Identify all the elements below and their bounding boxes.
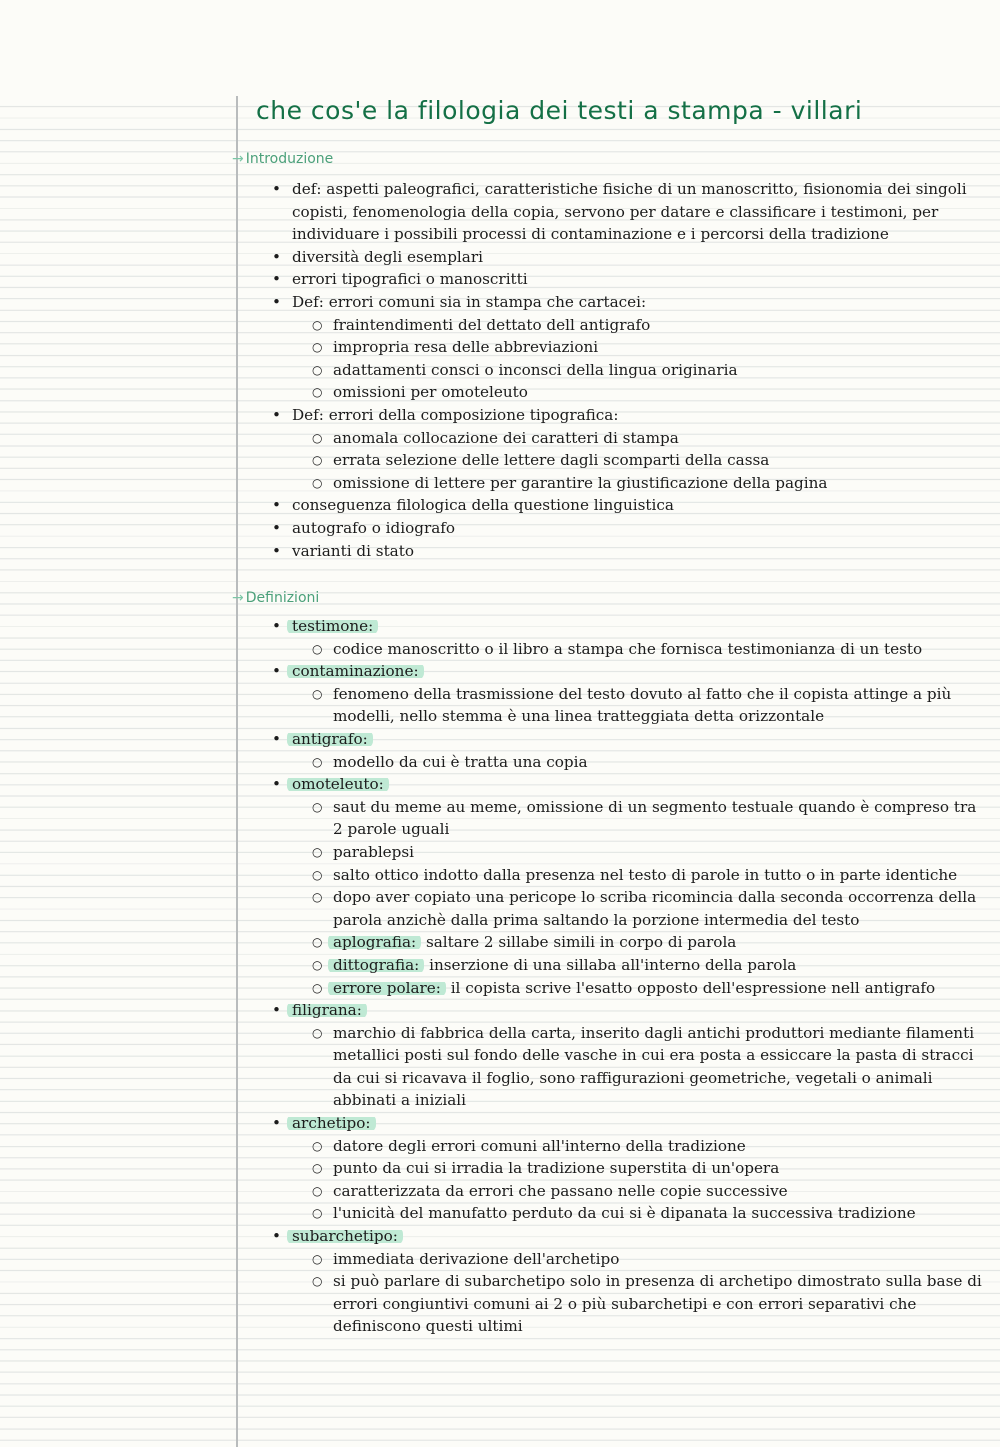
list-item bbox=[292, 540, 982, 563]
item-text: modello da cui è tratta una copia bbox=[333, 752, 588, 771]
highlighted-term: omoteleuto: bbox=[287, 775, 389, 793]
item-text: Def: errori comuni sia in stampa che cartacei: bbox=[292, 292, 647, 311]
item-text: saltare 2 sillabe simili in corpo di parola bbox=[425, 933, 737, 952]
arrow-right-icon: → bbox=[232, 151, 244, 167]
highlighted-term: filigrana: bbox=[287, 1001, 367, 1019]
list-item bbox=[292, 517, 982, 540]
item-text: Def: errori della composizione tipografica: bbox=[292, 405, 619, 424]
list-item bbox=[292, 268, 982, 291]
sub-list-item bbox=[333, 977, 982, 1000]
item-text: parablepsi bbox=[333, 842, 415, 861]
highlighted-term: subarchetipo: bbox=[287, 1227, 403, 1245]
item-text: adattamenti consci o inconsci della lingua originaria bbox=[333, 360, 738, 379]
sub-list-item bbox=[333, 864, 982, 887]
item-text: si può parlare di subarchetipo solo in presenza di archetipo dimostrato sulla base di errori congiuntivi comuni ai 2 o più subarchetipi e con errori separativi che definiscono questi ultimi bbox=[333, 1272, 982, 1336]
item-text: diversità degli esemplari bbox=[292, 247, 483, 266]
list-item bbox=[292, 1225, 982, 1338]
item-text: dopo aver copiato una pericope lo scriba ricomincia dalla seconda occorrenza della parola anzichè dalla prima saltando la porzione intermedia del testo bbox=[333, 888, 977, 929]
sub-list bbox=[292, 1248, 982, 1338]
sub-list-item bbox=[333, 1202, 982, 1225]
sub-list-item bbox=[333, 1022, 982, 1112]
item-text: fenomeno della trasmissione del testo dovuto al fatto che il copista attinge a più modelli, nello stemma è una linea tratteggiata detta orizzontale bbox=[333, 684, 952, 726]
item-text: l'unicità del manufatto perduto da cui si è dipanata la successiva tradizione bbox=[333, 1204, 916, 1223]
introduzione-list bbox=[292, 178, 982, 562]
item-text: caratterizzata da errori che passano nelle copie successive bbox=[333, 1181, 788, 1200]
highlighted-term: archetipo: bbox=[287, 1114, 376, 1132]
sub-list-item bbox=[333, 638, 982, 661]
sub-list-item bbox=[333, 359, 982, 382]
list-item bbox=[292, 246, 982, 269]
item-text: marchio di fabbrica della carta, inserito dagli antichi produttori mediante filamenti metallici posti sul fondo delle vasche in cui era posta a essiccare la pasta di stracci da cui si ricavava il foglio, sono raffigurazioni geometriche, vegetali o animali abbinati a iniziali bbox=[333, 1023, 975, 1110]
item-text: inserzione di una sillaba all'interno della parola bbox=[429, 955, 797, 974]
list-item bbox=[292, 773, 982, 999]
item-text: il copista scrive l'esatto opposto dell'espressione nell antigrafo bbox=[450, 978, 936, 997]
sub-list-item bbox=[333, 427, 982, 450]
sub-list-item bbox=[333, 381, 982, 404]
page-title: che cos'e la filologia dei testi a stampa - villari bbox=[256, 96, 863, 125]
list-item bbox=[292, 494, 982, 517]
list-item bbox=[292, 291, 982, 404]
list-item bbox=[292, 660, 982, 728]
item-text: def: aspetti paleografici, caratteristiche fisiche di un manoscritto, fisionomia dei singoli copisti, fenomenologia della copia, servono per datare e classificare i testimoni, per individuare i possibili processi di contaminazione e i percorsi della tradizione bbox=[292, 180, 967, 244]
sub-list bbox=[292, 314, 982, 404]
sub-list bbox=[292, 751, 982, 774]
sub-list-item bbox=[333, 336, 982, 359]
sub-list-item bbox=[333, 1180, 982, 1203]
sub-list bbox=[292, 427, 982, 495]
item-text: varianti di stato bbox=[292, 541, 414, 560]
item-text: codice manoscritto o il libro a stampa che fornisca testimonianza di un testo bbox=[333, 639, 923, 658]
sub-list bbox=[292, 683, 982, 728]
item-text: autografo o idiografo bbox=[292, 518, 456, 537]
arrow-right-icon: → bbox=[232, 590, 244, 606]
sub-list bbox=[292, 796, 982, 999]
sub-list-item bbox=[333, 796, 982, 841]
list-item bbox=[292, 1112, 982, 1225]
item-text: immediata derivazione dell'archetipo bbox=[333, 1249, 620, 1268]
item-text: omissioni per omoteleuto bbox=[333, 383, 528, 402]
item-text: omissione di lettere per garantire la giustificazione della pagina bbox=[333, 473, 828, 492]
item-text: anomala collocazione dei caratteri di stampa bbox=[333, 428, 679, 447]
list-item bbox=[292, 178, 982, 246]
sub-list-item bbox=[333, 931, 982, 954]
sub-list-item bbox=[333, 314, 982, 337]
highlighted-term: aplografia: bbox=[328, 933, 421, 951]
item-text: conseguenza filologica della questione linguistica bbox=[292, 496, 674, 515]
list-item bbox=[292, 999, 982, 1112]
sub-list-item bbox=[333, 1157, 982, 1180]
sub-list-item bbox=[333, 683, 982, 728]
sub-list bbox=[292, 1135, 982, 1225]
definizioni-list bbox=[292, 615, 982, 1338]
highlighted-term: contaminazione: bbox=[287, 662, 424, 680]
item-text: salto ottico indotto dalla presenza nel testo di parole in tutto o in parte identiche bbox=[333, 865, 958, 884]
item-text: datore degli errori comuni all'interno della tradizione bbox=[333, 1136, 746, 1155]
item-text: saut du meme au meme, omissione di un segmento testuale quando è compreso tra 2 parole uguali bbox=[333, 797, 977, 839]
sub-list-item bbox=[333, 1248, 982, 1271]
section-heading-definizioni bbox=[232, 587, 319, 609]
highlighted-term: antigrafo: bbox=[287, 730, 373, 748]
sub-list-item bbox=[333, 472, 982, 495]
list-item bbox=[292, 728, 982, 773]
highlighted-term: errore polare: bbox=[328, 979, 446, 997]
list-item bbox=[292, 615, 982, 660]
section-heading-label: Introduzione bbox=[245, 151, 334, 167]
item-text: impropria resa delle abbreviazioni bbox=[333, 338, 599, 357]
highlighted-term: dittografia: bbox=[328, 956, 424, 974]
sub-list-item bbox=[333, 449, 982, 472]
sub-list bbox=[292, 1022, 982, 1112]
list-item bbox=[292, 404, 982, 494]
item-text: errata selezione delle lettere dagli scomparti della cassa bbox=[333, 451, 770, 470]
sub-list-item bbox=[333, 1270, 982, 1338]
item-text: fraintendimenti del dettato dell antigrafo bbox=[333, 315, 651, 334]
section-heading-label: Definizioni bbox=[245, 590, 320, 606]
item-text: errori tipografici o manoscritti bbox=[292, 270, 528, 289]
margin-line bbox=[236, 96, 238, 1447]
sub-list-item bbox=[333, 1135, 982, 1158]
sub-list bbox=[292, 638, 982, 661]
section-heading-introduzione bbox=[232, 148, 333, 170]
item-text: punto da cui si irradia la tradizione superstita di un'opera bbox=[333, 1159, 780, 1178]
sub-list-item bbox=[333, 841, 982, 864]
sub-list-item bbox=[333, 886, 982, 931]
highlighted-term: testimone: bbox=[287, 617, 378, 635]
sub-list-item bbox=[333, 954, 982, 977]
page-header-area bbox=[0, 0, 1000, 96]
sub-list-item bbox=[333, 751, 982, 774]
